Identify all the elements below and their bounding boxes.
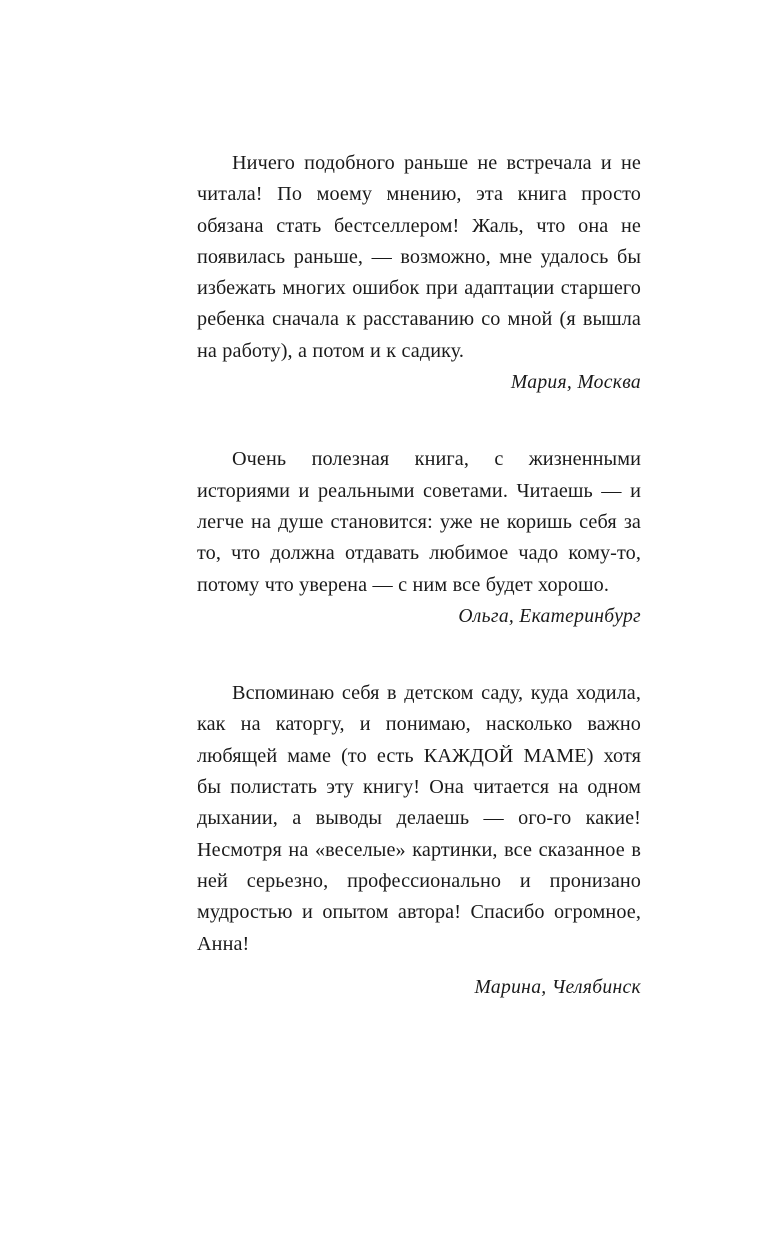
testimonials-column [197, 148, 641, 1003]
testimonial-attribution: Ольга, Екатеринбург [458, 605, 641, 627]
testimonial-body [197, 678, 641, 960]
testimonial-body: Очень полезная книга, с жизненными историями и реальными советами. Читаешь — и легче на душе становится: уже не коришь себя за то, что должна отдавать любимое чадо кому-то, потому что уверена — с ним все будет хорошо. [197, 448, 641, 596]
testimonial-body: Ничего подобного раньше не встречала и не читала! По моему мнению, эта книга просто обязана стать бестселлером! Жаль, что она не появилась раньше, — возможно, мне удалось бы избежать многих ошибок при адаптации старшего ребенка сначала к расставанию со мной (я вышла на работу), а потом и к садику. [197, 152, 641, 362]
testimonial-block [197, 444, 641, 632]
testimonial-block [197, 678, 641, 1003]
testimonial-body-part-2: ) хотя бы полистать эту книгу! Она читается на одном дыхании, а выводы делаешь — ого-го какие! Несмотря на «веселые» картинки, все сказанное в ней серьезно, профессионально и пронизано мудростью и опытом автора! Спасибо огромное, Анна! [197, 744, 641, 955]
testimonial-body-emphasis-caps: КАЖДОЙ МАМЕ [423, 744, 587, 767]
testimonial-attribution: Мария, Москва [510, 372, 641, 394]
testimonial-block [197, 148, 641, 398]
testimonial-body-part-1: Вспоминаю себя в детском саду, куда ходила, как на каторгу, и понимаю, насколько важно любящей маме (то есть [197, 682, 641, 767]
testimonial-attribution: Марина, Челябинск [474, 976, 641, 998]
